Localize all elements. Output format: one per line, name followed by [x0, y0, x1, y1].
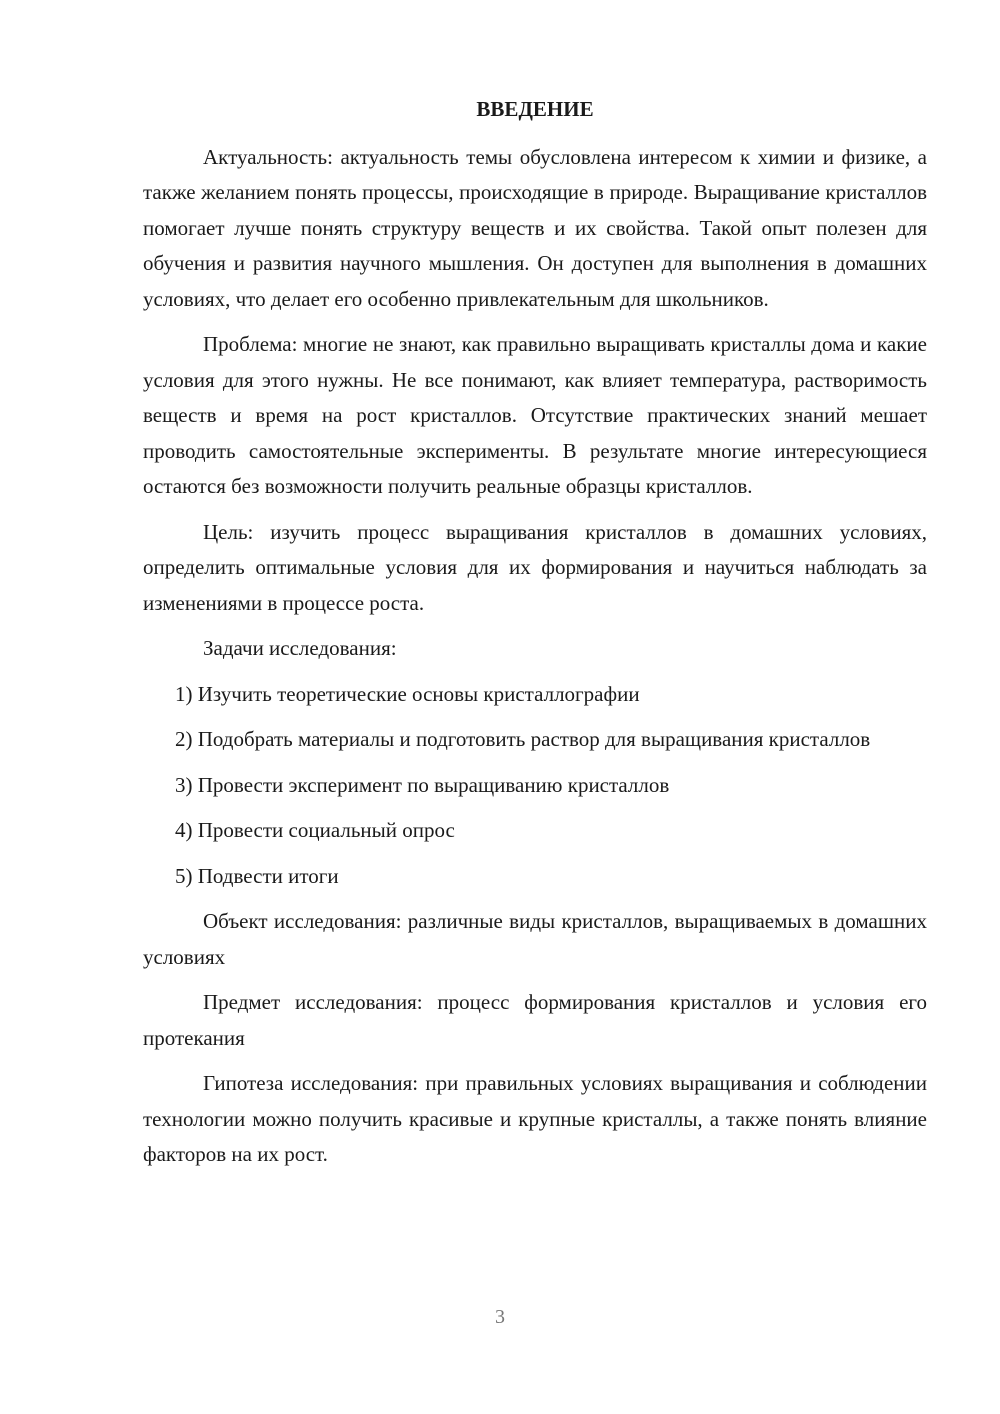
section-heading: ВВЕДЕНИЕ — [476, 97, 594, 121]
task-item: 3) Провести эксперимент по выращиванию кристаллов — [175, 772, 670, 797]
object-paragraph: Объект исследования: различные виды кристаллов, выращиваемых в домашних условиях — [143, 909, 927, 969]
document-page — [143, 92, 927, 1183]
goal-paragraph: Цель: изучить процесс выращивания кристаллов в домашних условиях, определить оптимальные условия для их формирования и научиться наблюдать за изменениями в процессе роста. — [143, 519, 927, 615]
task-item: 2) Подобрать материалы и подготовить раствор для выращивания кристаллов — [175, 727, 871, 751]
relevance-paragraph: Актуальность: актуальность темы обусловлена интересом к химии и физике, а также желанием понять процессы, происходящие в природе. Выращивание кристаллов помогает лучше понять структуру веществ и их свойства. Такой опыт полезен для обучения и развития научного мышления. Он доступен для выполнения в домашних условиях, что делает его особенно привлекательным для школьников. — [143, 144, 927, 311]
tasks-title: Задачи исследования: — [203, 636, 397, 660]
hypothesis-paragraph: Гипотеза исследования: при правильных условиях выращивания и соблюдении технологии можно получить красивые и крупные кристаллы, а также понять влияние факторов на их рост. — [143, 1071, 927, 1166]
task-item: 1) Изучить теоретические основы кристаллографии — [175, 681, 640, 706]
problem-paragraph: Проблема: многие не знают, как правильно выращивать кристаллы дома и какие условия для этого нужны. Не все понимают, как влияет температура, растворимость веществ и время на рост кристаллов. Отсутствие практических знаний мешает проводить самостоятельные эксперименты. В результате многие интересующиеся остаются без возможности получить реальные образцы кристаллов. — [143, 332, 927, 498]
subject-paragraph: Предмет исследования: процесс формирования кристаллов и условия его протекания — [143, 990, 927, 1050]
task-item: 4) Провести социальный опрос — [175, 818, 455, 842]
page-number: 3 — [495, 1306, 505, 1328]
task-item: 5) Подвести итоги — [175, 863, 339, 888]
